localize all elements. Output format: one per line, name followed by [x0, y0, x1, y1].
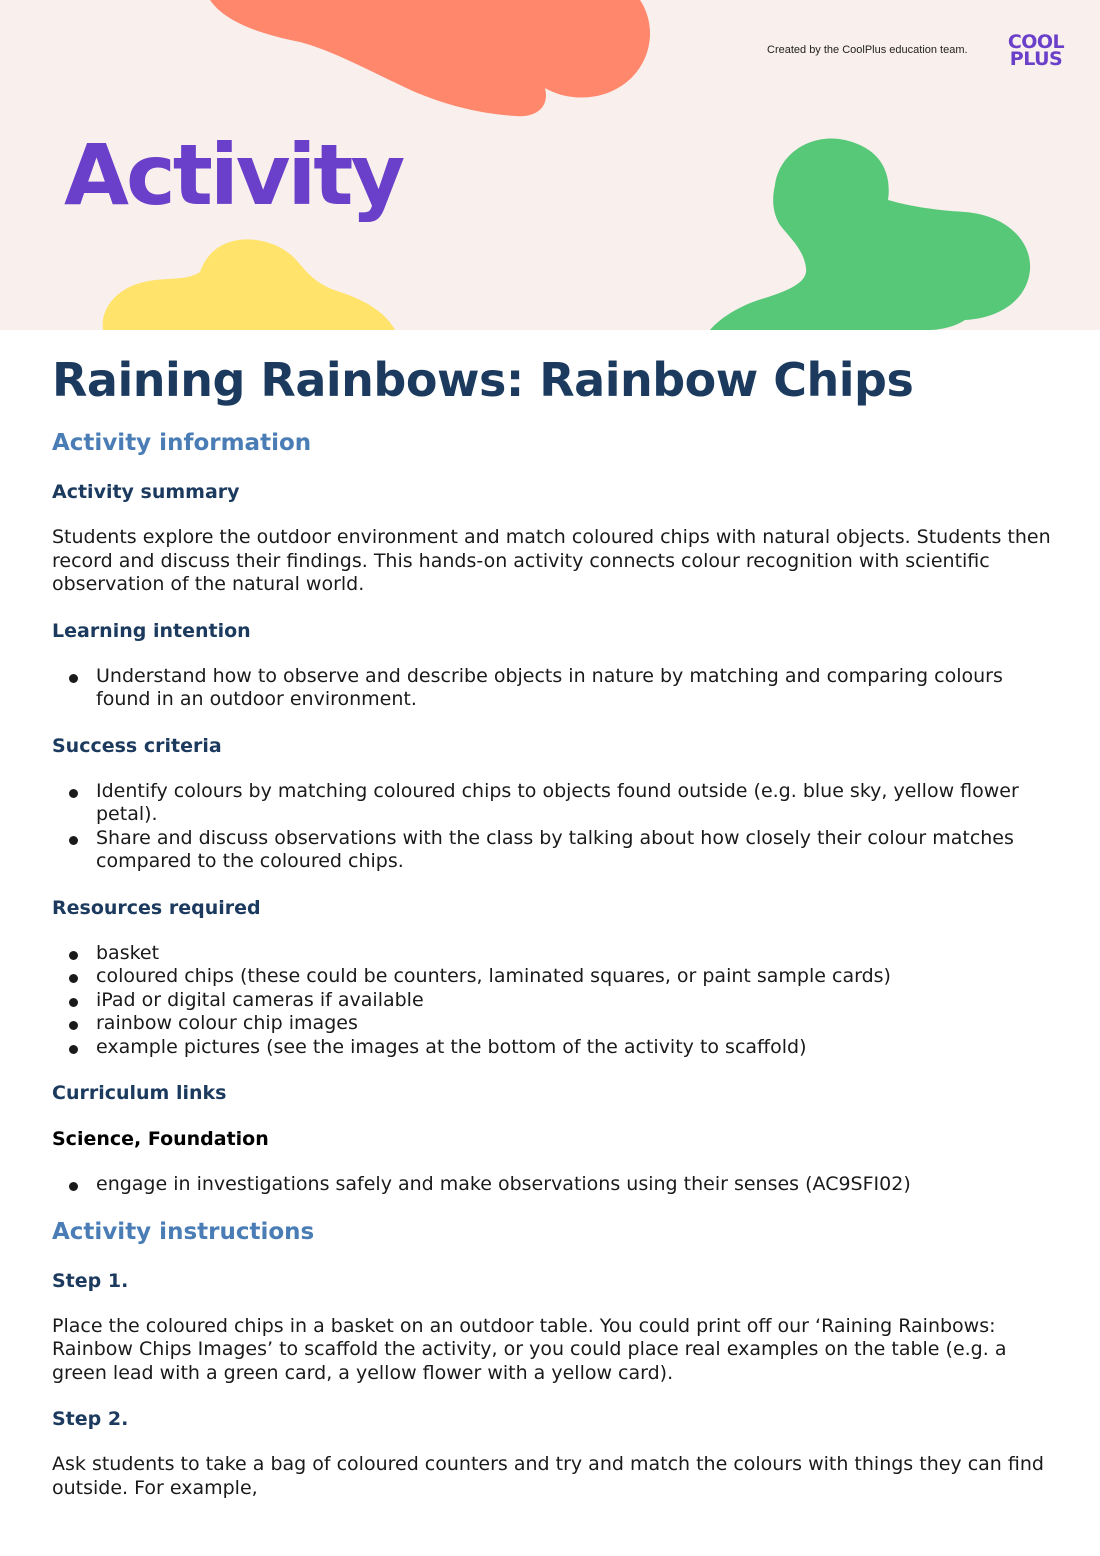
step-1-text: Place the coloured chips in a basket on an outdoor table. You could print off our ‘Raining Rainbows: Rainbow Chips Images’ to scaffold the activity, or you could place real examples on the table (e.g. a green lead with a green card, a yellow flower with a yellow card). — [52, 1314, 1007, 1384]
logo-line-cool: COOL — [1007, 31, 1065, 53]
learning-intention-list — [52, 665, 1062, 712]
section-heading-activity-instructions: Activity instructions — [52, 1218, 315, 1245]
section-heading-activity-information: Activity information — [52, 430, 312, 456]
list-item: basket — [52, 942, 1062, 966]
resources-required-heading: Resources required — [52, 896, 261, 919]
activity-summary-heading: Activity summary — [52, 481, 240, 503]
list-item: rainbow colour chip images — [52, 1012, 1062, 1036]
list-item: engage in investigations safely and make observations using their senses (AC9SFI02) — [52, 1173, 1062, 1197]
green-blob — [710, 138, 1030, 330]
resources-list — [52, 942, 1062, 1060]
coolplus-logo — [1004, 31, 1068, 70]
step-2-text: Ask students to take a bag of coloured counters and try and match the colours with things they can find outside. For example, — [52, 1453, 1044, 1499]
activity-title: Activity — [64, 126, 403, 224]
list-item: Share and discuss observations with the class by talking about how closely their colour matches compared to the coloured chips. — [52, 827, 1062, 874]
list-item: Understand how to observe and describe objects in nature by matching and comparing colours found in an outdoor environment. — [52, 665, 1062, 712]
step-2-heading: Step 2. — [52, 1408, 129, 1430]
list-item: example pictures (see the images at the bottom of the activity to scaffold) — [52, 1036, 1062, 1060]
curriculum-links-heading: Curriculum links — [52, 1082, 227, 1104]
credit-text: Created by the CoolPlus education team. — [767, 44, 968, 56]
yellow-blob — [103, 239, 395, 330]
document-content — [52, 330, 1062, 1500]
page-title: Raining Rainbows: Rainbow Chips — [52, 353, 914, 407]
activity-summary-text: Students explore the outdoor environment and match coloured chips with natural objects. Students then record and discuss their findings. This hands-on activity connects colour recognition with scientific observation of the natural world. — [52, 526, 1051, 595]
step-1-heading: Step 1. — [52, 1269, 129, 1292]
curriculum-subject: Science, Foundation — [52, 1128, 269, 1150]
logo-line-plus: PLUS — [1009, 48, 1063, 70]
list-item: coloured chips (these could be counters, laminated squares, or paint sample cards) — [52, 965, 1062, 989]
curriculum-list — [52, 1173, 1062, 1197]
success-criteria-heading: Success criteria — [52, 734, 222, 757]
list-item: Identify colours by matching coloured chips to objects found outside (e.g. blue sky, yellow flower petal). — [52, 780, 1062, 827]
list-item: iPad or digital cameras if available — [52, 989, 1062, 1013]
header-banner — [0, 0, 1100, 330]
learning-intention-heading: Learning intention — [52, 619, 251, 642]
orange-blob — [210, 0, 650, 116]
success-criteria-list — [52, 780, 1062, 874]
